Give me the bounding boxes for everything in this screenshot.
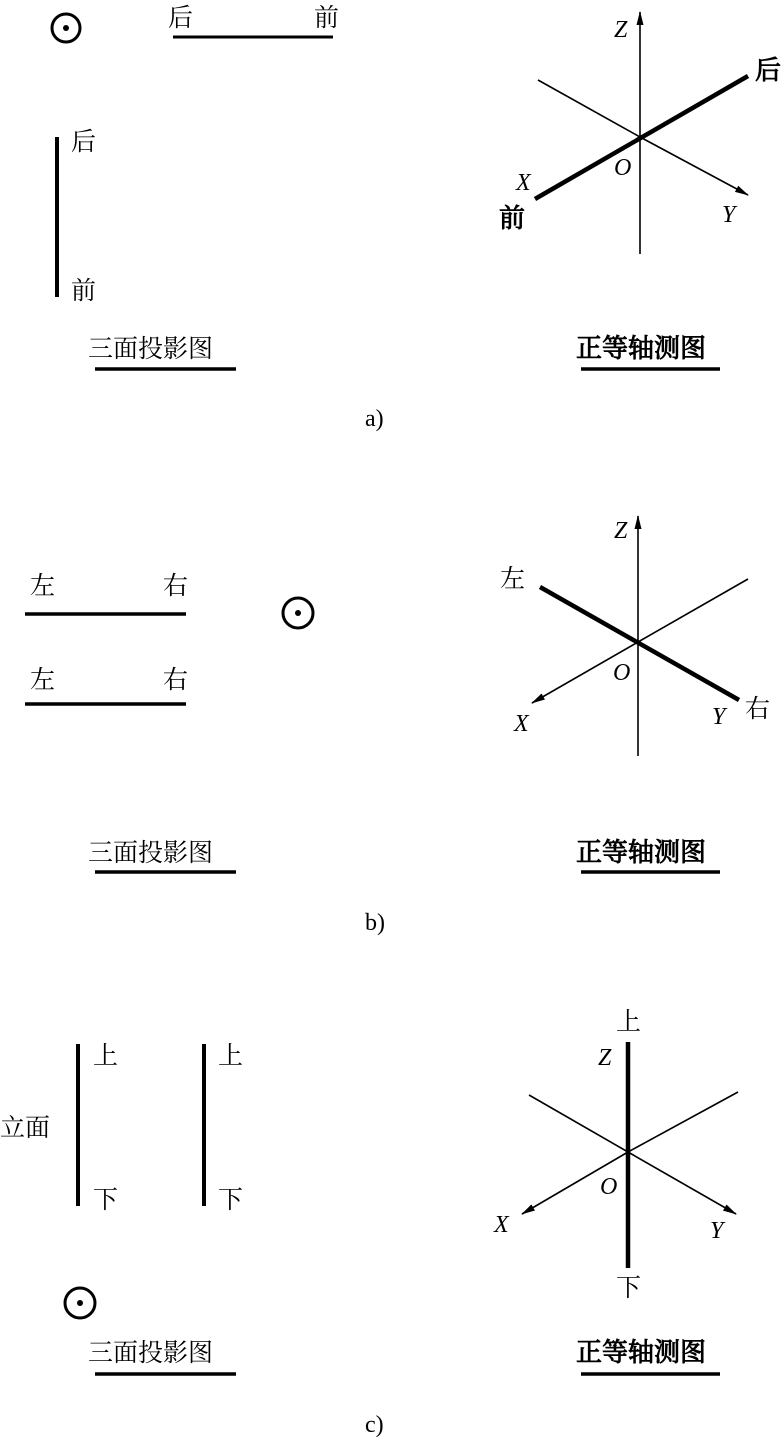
label-left-top: 左 <box>30 571 56 600</box>
panel-c <box>0 1007 738 1438</box>
back-diagonal <box>538 80 640 137</box>
label-front-iso: 前 <box>499 204 526 234</box>
label-isometric: 正等轴测图 <box>576 838 707 868</box>
panel-b <box>25 516 770 936</box>
axis-label-x: X <box>494 1212 509 1238</box>
caption-b: b) <box>365 910 385 936</box>
label-isometric: 正等轴测图 <box>576 334 707 364</box>
label-elevation: 立面 <box>0 1113 51 1142</box>
axis-label-z: Z <box>614 518 628 544</box>
label-left-iso: 左 <box>500 564 526 593</box>
y-axis-line <box>540 587 739 700</box>
caption-c: c) <box>365 1412 384 1438</box>
axis-label-y: Y <box>710 1218 724 1244</box>
axis-label-y: Y <box>712 704 726 730</box>
view-direction-symbol <box>65 1288 95 1318</box>
label-right-iso: 右 <box>745 694 771 723</box>
x-axis-line <box>535 76 748 199</box>
axis-label-x: X <box>516 170 531 196</box>
axis-label-x: X <box>514 711 529 737</box>
isometric-axes <box>535 12 748 254</box>
axis-label-z: Z <box>614 17 628 43</box>
label-back-top: 后 <box>168 3 194 32</box>
label-down-front: 下 <box>93 1185 119 1214</box>
label-down-side: 下 <box>218 1185 244 1214</box>
label-front-side: 前 <box>71 276 97 305</box>
back-diagonal-right <box>628 1092 738 1152</box>
axis-label-z: Z <box>598 1045 612 1071</box>
origin-label: O <box>613 660 631 686</box>
label-down-iso: 下 <box>616 1273 642 1302</box>
axis-label-y: Y <box>722 202 736 228</box>
label-three-view: 三面投影图 <box>88 838 214 867</box>
label-three-view: 三面投影图 <box>88 1338 214 1367</box>
label-isometric: 正等轴测图 <box>576 1338 707 1368</box>
label-up-side: 上 <box>218 1041 244 1070</box>
label-right-bottom: 右 <box>163 665 189 694</box>
label-back-iso: 后 <box>755 56 782 86</box>
y-axis <box>628 1152 736 1214</box>
origin-label: O <box>614 155 632 181</box>
label-left-bottom: 左 <box>30 665 56 694</box>
origin-label: O <box>600 1174 618 1200</box>
back-diagonal-left <box>529 1095 628 1152</box>
isometric-axes <box>522 1042 738 1268</box>
label-up-front: 上 <box>93 1041 119 1070</box>
caption-a: a) <box>365 406 384 432</box>
label-back-side: 后 <box>71 127 97 156</box>
label-up-iso: 上 <box>616 1007 642 1036</box>
label-front-top: 前 <box>314 3 340 32</box>
back-diagonal <box>638 579 748 642</box>
panel-a <box>52 3 781 432</box>
label-three-view: 三面投影图 <box>88 334 214 363</box>
label-right-top: 右 <box>163 571 189 600</box>
view-direction-symbol <box>283 598 313 628</box>
y-axis <box>640 137 748 195</box>
view-direction-symbol <box>52 14 80 42</box>
